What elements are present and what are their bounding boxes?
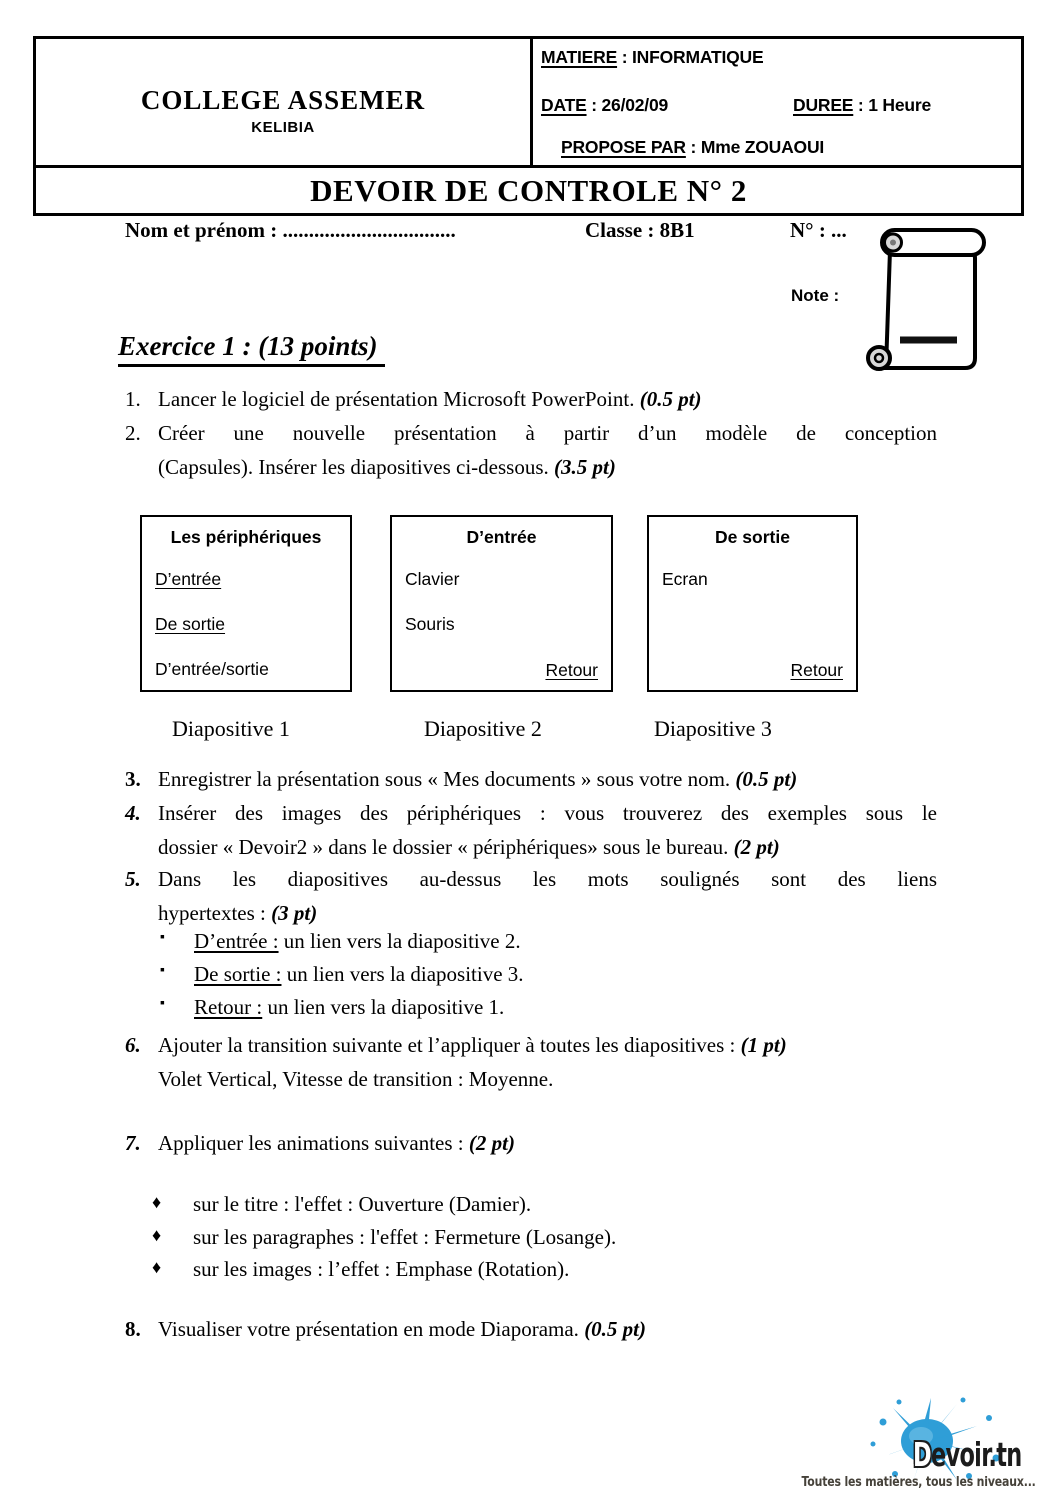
animation-bullet-1 [152, 1192, 932, 1217]
bullet-lead: D’entrée : [194, 929, 279, 953]
bullet-text: sur les images : l’effet : Emphase (Rotation). [193, 1257, 570, 1281]
slide-text: Souris [405, 614, 455, 634]
exercise-item-6 [125, 1028, 937, 1096]
item-text-line1: Ajouter la transition suivante et l’appliquer à toutes les diapositives : (1 pt) [158, 1033, 787, 1057]
document-title: DEVOIR DE CONTROLE N° 2 [33, 165, 1024, 216]
proposed-value: : Mme ZOUAOUI [685, 137, 825, 157]
slide-caption-2: Diapositive 2 [424, 716, 542, 741]
item-marker: 5. [125, 867, 141, 891]
item-text-line2: (Capsules). Insérer les diapositives ci-dessous. (3.5 pt) [158, 455, 616, 479]
exercise-item-4 [125, 796, 937, 864]
item-marker: 4. [125, 801, 141, 825]
item-points: (3 pt) [271, 901, 318, 925]
exercise-item-5 [125, 862, 937, 930]
proposed-line [561, 137, 824, 158]
item-points: (1 pt) [740, 1033, 787, 1057]
diamond-bullet-icon: ♦ [152, 1225, 162, 1245]
item-text: Lancer le logiciel de présentation Microsoft PowerPoint. [158, 387, 640, 411]
item-points: (2 pt) [468, 1131, 515, 1155]
duration-label: DUREE [793, 95, 854, 115]
header-table [33, 36, 1024, 216]
exercise-item-8 [125, 1312, 937, 1346]
item-text: Visualiser votre présentation en mode Diaporama. [158, 1317, 585, 1341]
slide-title: De sortie [715, 527, 790, 547]
date-value: : 26/02/09 [586, 95, 669, 115]
slide-box-2 [390, 515, 613, 692]
brand-name [913, 1435, 1022, 1474]
exercise-item-3 [125, 762, 937, 796]
item-marker: 1. [125, 387, 141, 411]
brand-rest: evoir.tn [930, 1435, 1022, 1474]
note-label: Note : [791, 286, 840, 305]
item-marker: 2. [125, 421, 141, 445]
date-label: DATE [541, 95, 587, 115]
item-points: (0.5 pt) [735, 767, 798, 791]
slide-title: Les périphériques [170, 527, 322, 547]
bullet-lead: De sortie : [194, 962, 282, 986]
brand-tagline: Toutes les matières, tous les niveaux... [801, 1475, 1036, 1490]
class-field: Classe : 8B1 [585, 218, 695, 242]
slide-caption-1: Diapositive 1 [172, 716, 290, 741]
scroll-icon [864, 224, 992, 376]
square-bullet-icon: ▪ [160, 996, 165, 1011]
item-text-line2: hypertextes : (3 pt) [158, 901, 318, 925]
school-cell [36, 39, 533, 165]
item-marker: 8. [125, 1317, 141, 1341]
item-points: (0.5 pt) [584, 1317, 647, 1341]
bullet-text: sur le titre : l'effet : Ouverture (Damier). [193, 1192, 532, 1216]
slide-box-3 [647, 515, 858, 692]
hyperlink-bullet-2 [158, 962, 878, 987]
item-marker: 7. [125, 1131, 141, 1155]
school-name: COLLEGE ASSEMER [140, 84, 426, 115]
item-text-line1: Insérer des images des périphériques : vous trouverez des exemples sous le [158, 801, 937, 825]
hyperlink-bullet-3 [158, 995, 878, 1020]
slide-return-link: Retour [790, 660, 843, 680]
bullet-rest: un lien vers la diapositive 1. [262, 995, 505, 1019]
exam-meta-cell [533, 39, 1021, 165]
date-line [541, 95, 668, 116]
exercise-item-7 [125, 1126, 937, 1160]
exercise-heading: Exercice 1 : (13 points) [118, 331, 385, 367]
slide-text: D’entrée/sortie [155, 659, 269, 679]
subject-value: : INFORMATIQUE [617, 47, 764, 67]
animation-bullet-2 [152, 1225, 932, 1250]
item-points: (0.5 pt) [639, 387, 702, 411]
item-text-line2: Volet Vertical, Vitesse de transition : Moyenne. [158, 1067, 554, 1091]
bullet-rest: un lien vers la diapositive 2. [278, 929, 521, 953]
bullet-text: sur les paragraphes : l'effet : Fermeture (Losange). [193, 1225, 617, 1249]
duration-value: : 1 Heure [853, 95, 932, 115]
header-info-row [33, 36, 1024, 168]
slide-hyperlink: De sortie [155, 614, 226, 634]
diamond-bullet-icon: ♦ [152, 1192, 162, 1212]
item-text-line2: dossier « Devoir2 » dans le dossier « périphériques» sous le bureau. (2 pt) [158, 835, 780, 859]
slide-caption-3: Diapositive 3 [654, 716, 772, 741]
item-text-line1: Dans les diapositives au-dessus les mots soulignés sont des liens [158, 867, 937, 891]
animation-bullet-3 [152, 1257, 932, 1282]
item-points: (3.5 pt) [554, 455, 616, 479]
bullet-rest: un lien vers la diapositive 3. [281, 962, 524, 986]
exercise-item-2 [125, 416, 937, 484]
subject-line [541, 47, 763, 68]
slide-hyperlink: D’entrée [155, 569, 222, 589]
school-city: KELIBIA [251, 118, 315, 136]
slide-box-1 [140, 515, 352, 692]
diamond-bullet-icon: ♦ [152, 1257, 162, 1277]
slide-text: Ecran [662, 569, 708, 589]
item-text: Appliquer les animations suivantes : [158, 1131, 469, 1155]
exercise-item-1 [125, 382, 937, 416]
item-text-line1: Créer une nouvelle présentation à partir d’un modèle de conception [158, 421, 937, 445]
bullet-lead: Retour : [194, 995, 263, 1019]
name-field: Nom et prénom : ................................. [125, 218, 456, 242]
item-points: (2 pt) [733, 835, 780, 859]
devoir-tn-logo [780, 1378, 1048, 1492]
item-text: Enregistrer la présentation sous « Mes documents » sous votre nom. [158, 767, 736, 791]
hyperlink-bullet-1 [158, 929, 878, 954]
proposed-label: PROPOSE PAR [561, 137, 686, 157]
number-field: N° : ... [790, 218, 847, 242]
item-marker: 3. [125, 767, 141, 791]
square-bullet-icon: ▪ [160, 930, 165, 945]
slide-title: D’entrée [466, 527, 537, 547]
subject-label: MATIERE [541, 47, 618, 67]
item-marker: 6. [125, 1033, 141, 1057]
slide-return-link: Retour [545, 660, 598, 680]
brand-initial: D [913, 1435, 931, 1474]
square-bullet-icon: ▪ [160, 963, 165, 978]
duration-line [793, 95, 931, 116]
slide-text: Clavier [405, 569, 460, 589]
